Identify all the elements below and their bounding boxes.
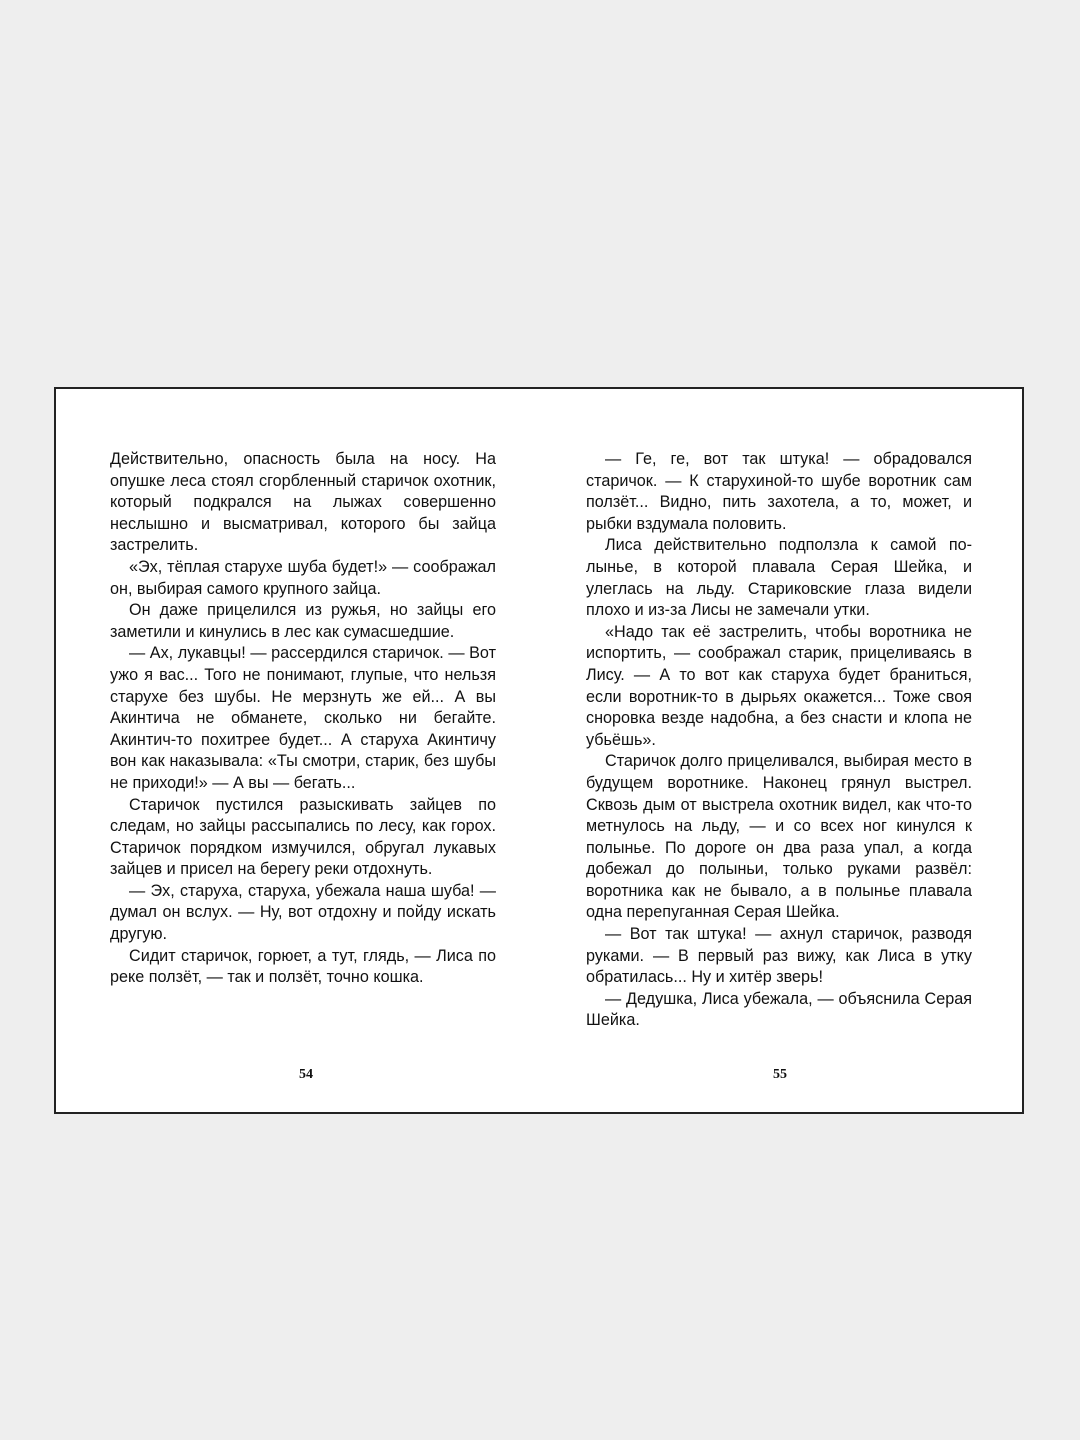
paragraph: — Ге, ге, вот так штука! — обрадовался старичок. — К старухиной-то шубе воротник сам ползёт... Видно, пить захотела, а то, может, и рыбки вздумала половить. (586, 450, 972, 533)
paragraph: Сидит старичок, горюет, а тут, глядь, — Лиса по реке ползёт, — так и ползёт, точно кошка. (110, 946, 496, 987)
page-number-left: 54 (299, 1067, 313, 1082)
paragraph: «Эх, тёплая старухе шуба будет!» — соображал он, выбирая самого крупного зайца. (110, 557, 496, 598)
paragraph: Он даже прицелился из ружья, но зайцы его заметили и кинулись в лес как сумасшедшие. (110, 601, 496, 641)
left-page (110, 449, 496, 989)
paragraph: Старичок долго прицеливался, выбирая место в будущем воротнике. Наконец грянул выстрел. Сквозь дым от выстрела охотник видел, как что-то метнулось на льду, — и со всех ног кинулся к полынье. По дороге он два раза упал, а когда добежал до полыньи, только руками развёл: воротника как не бывало, а в полынье плавала одна перепуганная Серая Шейка. (586, 752, 972, 922)
paragraph: «Надо так её застрелить, чтобы воротника не испортить, — соображал старик, прицеливаясь в Лису. — А то вот как старуха будет браниться, если воротник-то в дырьях окажется... Тоже своя сноровка везде надобна, а без снасти и клопа не убьёшь». (586, 622, 972, 749)
paragraph: — Вот так штука! — ахнул старичок, разводя руками. — В первый раз вижу, как Лиса в утку обратилась... Ну и хитёр зверь! (586, 925, 972, 987)
paragraph: Лиса действительно подползла к самой полынье, в которой плавала Серая Шейка, и улеглась на льду. Стариковские глаза видели плохо и из-за Лисы не замечали утки. (586, 536, 972, 620)
right-page (586, 449, 972, 1032)
paragraph: Старичок пустился разыскивать зайцев по следам, но зайцы рассыпались по лесу, как горох. Старичок порядком измучился, обругал лукавых зайцев и присел на берегу реки отдохнуть. (110, 795, 496, 879)
book-spread (54, 387, 1024, 1114)
page-number-right: 55 (773, 1067, 787, 1082)
paragraph: — Дедушка, Лиса убежала, — объяснила Серая Шейка. (586, 989, 972, 1030)
paragraph: Действительно, опасность была на носу. На опушке леса стоял сгорбленный старичок охотник, который подкрался на лыжах совершенно неслышно и высматривал, которого бы зайца застрелить. (110, 450, 496, 555)
paragraph: — Эх, старуха, старуха, убежала наша шуба! — думал он вслух. — Ну, вот отдохну и пойду искать другую. (110, 881, 496, 944)
paragraph: — Ах, лукавцы! — рассердился старичок. — Вот ужо я вас... Того не понимают, глупые, что нельзя старухе без шубы. Не мерзнуть же ей... А вы Акинтича не обманете, сколько ни бегайте. Акинтич-то похитрее будет... А старуха Акинтичу вон как наказывала: «Ты смотри, старик, без шубы не приходи!» — А вы — бегать... (110, 644, 496, 792)
